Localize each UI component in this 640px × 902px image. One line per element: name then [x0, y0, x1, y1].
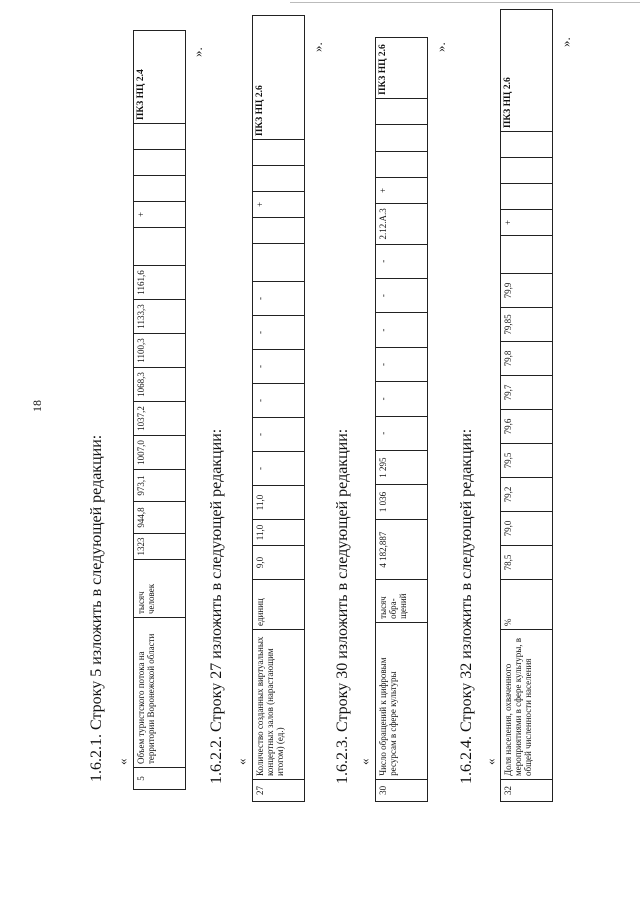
cell-mark — [376, 98, 428, 124]
cell-value: - — [376, 244, 428, 278]
cell-number: 30 — [376, 779, 428, 801]
open-quote: « — [483, 758, 498, 765]
close-quote: ». — [558, 37, 573, 47]
section-heading: 1.6.2.1. Строку 5 изложить в следующей редакции: — [88, 434, 105, 782]
cell-number: 5 — [134, 768, 186, 790]
data-table — [133, 30, 186, 790]
cell-value: 79,85 — [501, 308, 553, 342]
cell-indicator: Количество созданных виртуальных концертных залов (нарастающим итогом) (ед.) — [253, 630, 305, 780]
cell-mark — [134, 176, 186, 202]
cell-value: 79,0 — [501, 512, 553, 546]
section-heading: 1.6.2.3. Строку 30 изложить в следующей редакции: — [334, 428, 351, 784]
cell-mark: + — [134, 202, 186, 228]
cell-value: 1068,3 — [134, 368, 186, 402]
cell-mark — [134, 150, 186, 176]
cell-mark — [501, 132, 553, 158]
cell-value: 79,8 — [501, 342, 553, 376]
cell-value: 1161,6 — [134, 266, 186, 300]
cell-value: - — [253, 418, 305, 452]
close-quote: ». — [433, 42, 448, 52]
cell-project-code — [253, 244, 305, 282]
cell-value: - — [376, 416, 428, 450]
cell-mark — [134, 124, 186, 150]
cell-value: 79,9 — [501, 274, 553, 308]
cell-mark — [376, 151, 428, 177]
open-quote: « — [115, 758, 130, 765]
cell-value: - — [253, 350, 305, 384]
section-heading: 1.6.2.2. Строку 27 изложить в следующей редакции: — [208, 428, 225, 784]
cell-program-code: ПКЗ НЦ 2.4 — [134, 31, 186, 124]
cell-project-code: 2.12.А.3 — [376, 204, 428, 244]
cell-number: 27 — [253, 780, 305, 802]
cell-project-code — [134, 228, 186, 266]
cell-program-code: ПКЗ НЦ 2.6 — [501, 10, 553, 132]
cell-value: - — [376, 347, 428, 381]
cell-value: 1007,0 — [134, 436, 186, 470]
cell-value: 79,7 — [501, 376, 553, 410]
section-heading: 1.6.2.4. Строку 32 изложить в следующей редакции: — [458, 428, 475, 784]
cell-value: 11,0 — [253, 486, 305, 520]
open-quote: « — [357, 758, 372, 765]
page-number: 18 — [30, 400, 44, 412]
cell-value: 1100,3 — [134, 334, 186, 368]
cell-mark — [253, 218, 305, 244]
cell-value: 79,5 — [501, 444, 553, 478]
cell-value: - — [253, 452, 305, 486]
cell-mark — [501, 184, 553, 210]
cell-mark — [376, 125, 428, 151]
cell-indicator: Объем туристского потока на территории Воронежской области — [134, 618, 186, 768]
cell-mark — [501, 158, 553, 184]
open-quote: « — [234, 758, 249, 765]
data-table — [500, 9, 553, 802]
close-quote: ». — [190, 47, 205, 57]
cell-project-code — [501, 236, 553, 274]
data-table — [375, 37, 428, 802]
cell-value: - — [253, 316, 305, 350]
cell-value: - — [376, 382, 428, 416]
cell-value: 1133,3 — [134, 300, 186, 334]
cell-unit: % — [501, 580, 553, 630]
cell-value: 79,2 — [501, 478, 553, 512]
cell-value: 944,8 — [134, 502, 186, 534]
cell-unit: тысяч обра-щений — [376, 580, 428, 623]
cell-value: - — [253, 384, 305, 418]
cell-value: 4 182,887 — [376, 519, 428, 580]
cell-value: 973,1 — [134, 470, 186, 502]
cell-value: 9,0 — [253, 546, 305, 580]
cell-value: 1 036 — [376, 485, 428, 519]
close-quote: ». — [310, 42, 325, 52]
cell-indicator: Доля населения, охваченного мероприятиями в сфере культуры, в общей численности населения — [501, 630, 553, 780]
data-table — [252, 15, 305, 802]
cell-value: 1323 — [134, 534, 186, 560]
cell-mark — [253, 140, 305, 166]
cell-program-code: ПКЗ НЦ 2.6 — [376, 38, 428, 99]
cell-mark: + — [376, 177, 428, 203]
cell-mark: + — [501, 210, 553, 236]
cell-value: 79,6 — [501, 410, 553, 444]
cell-value: 1 295 — [376, 450, 428, 484]
cell-program-code: ПКЗ НЦ 2.6 — [253, 16, 305, 140]
cell-number: 32 — [501, 780, 553, 802]
cell-unit: тысяч человек — [134, 560, 186, 618]
cell-value: 78,5 — [501, 546, 553, 580]
cell-mark — [253, 166, 305, 192]
cell-unit: единиц — [253, 580, 305, 630]
cell-value: 11,0 — [253, 520, 305, 546]
cell-value: - — [376, 313, 428, 347]
cell-mark: + — [253, 192, 305, 218]
cell-value: - — [376, 278, 428, 312]
cell-value: 1037,2 — [134, 402, 186, 436]
cell-value: - — [253, 282, 305, 316]
cell-indicator: Число обращений к цифровым ресурсам в сфере культуры — [376, 622, 428, 779]
